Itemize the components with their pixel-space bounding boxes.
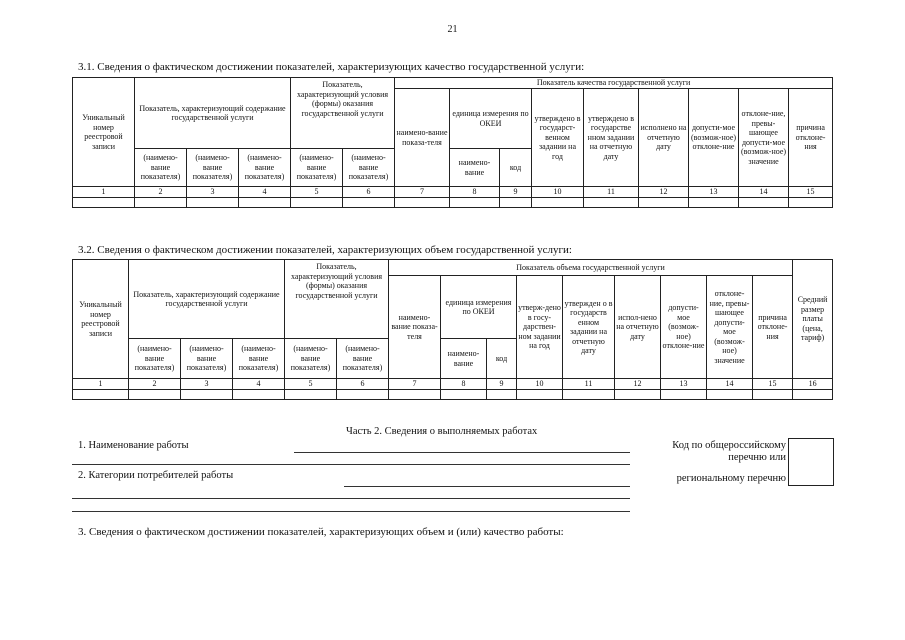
sub-header: (наимено-вание показателя) [187, 149, 239, 187]
avg-fee-header: Средний размер платы (цена, тариф) [793, 260, 833, 379]
col-number: 5 [285, 379, 337, 390]
sub-header: (наимено-вание показателя) [239, 149, 291, 187]
code-label-2: перечню или [728, 452, 786, 463]
col-number: 1 [73, 187, 135, 198]
col-number: 8 [441, 379, 487, 390]
executed-header: испол-нено на отчетную дату [615, 276, 661, 379]
unit-code-header: код [487, 339, 517, 379]
col-number: 8 [450, 187, 500, 198]
column-numbers-row [73, 379, 833, 390]
allowed-deviation-header: допусти-мое (возмож-ное) отклоне-ние [661, 276, 707, 379]
col-number: 4 [233, 379, 285, 390]
sub-header: (наимено-вание показателя) [233, 339, 285, 379]
sub-header: (наимено-вание показателя) [129, 339, 181, 379]
volume-indicator-header: Показатель объема государственной услуги [389, 260, 793, 276]
empty-data-row [73, 198, 833, 208]
indicator-name-header: наимено-вание показа-теля [395, 89, 450, 187]
col-number: 6 [343, 187, 395, 198]
unit-okei-header: единица измерения по ОКЕИ [441, 276, 517, 339]
page-number: 21 [447, 24, 458, 35]
approved-date-header: утверждено в государстве нном задании на отчетную дату [584, 89, 639, 187]
consumers-line-2[interactable] [72, 498, 630, 499]
col-number: 11 [584, 187, 639, 198]
consumers-line[interactable] [344, 486, 630, 487]
col-number: 9 [500, 187, 532, 198]
reason-header: причина отклоне-ния [789, 89, 833, 187]
approved-year-header: утверждено в государст-венном задании на год [532, 89, 584, 187]
col-number: 16 [793, 379, 833, 390]
section-3-1-title: 3.1. Сведения о фактическом достижении показателей, характеризующих качество государственной услуги: [78, 61, 585, 73]
exceed-deviation-header: отклоне-ние, превы-шающее допусти-мое (возмож-ное) значение [707, 276, 753, 379]
empty-data-row [73, 390, 833, 400]
sub-header: (наимено-вание показателя) [135, 149, 187, 187]
sub-header: (наимено-вание показателя) [343, 149, 395, 187]
col-number: 14 [739, 187, 789, 198]
col-number: 4 [239, 187, 291, 198]
exceed-deviation-header: отклоне-ние, превы-шающее допусти-мое (возмож-ное) значение [739, 89, 789, 187]
col-number: 7 [389, 379, 441, 390]
col-number: 7 [395, 187, 450, 198]
sub-header: (наимено-вание показателя) [285, 339, 337, 379]
code-label-3: региональному перечню [676, 473, 786, 484]
indicator-name-header: наимено-вание показа-теля [389, 276, 441, 379]
sub-header: (наимено-вание показателя) [291, 149, 343, 187]
approved-date-header: утвержден о в государств енном задании на отчетную дату [563, 276, 615, 379]
work-name-line-2[interactable] [72, 464, 630, 465]
quality-table [72, 77, 833, 208]
code-box[interactable] [788, 438, 834, 486]
sub-header: (наимено-вание показателя) [337, 339, 389, 379]
unit-code-header: код [500, 149, 532, 187]
col-number: 11 [563, 379, 615, 390]
code-label-1: Код по общероссийскому [672, 440, 786, 451]
consumers-line-3[interactable] [72, 511, 630, 512]
col-number: 13 [661, 379, 707, 390]
col-number: 2 [129, 379, 181, 390]
col-number: 1 [73, 379, 129, 390]
col-number: 15 [789, 187, 833, 198]
content-indicator-header: Показатель, характеризующий содержание государственной услуги [129, 260, 285, 339]
col-number: 6 [337, 379, 389, 390]
col-number: 10 [532, 187, 584, 198]
consumers-label: 2. Категории потребителей работы [78, 470, 234, 481]
col-number: 13 [689, 187, 739, 198]
quality-indicator-header: Показатель качества государственной услуги [395, 78, 833, 89]
executed-header: исполнено на отчетную дату [639, 89, 689, 187]
column-numbers-row [73, 187, 833, 198]
reason-header: причина отклоне-ния [753, 276, 793, 379]
sub-header: (наимено-вание показателя) [181, 339, 233, 379]
unique-number-header: Уникальный номер реестровой записи [73, 78, 135, 187]
col-number: 10 [517, 379, 563, 390]
col-number: 2 [135, 187, 187, 198]
col-number: 14 [707, 379, 753, 390]
unit-okei-header: единица измерения по ОКЕИ [450, 89, 532, 149]
col-number: 3 [187, 187, 239, 198]
approved-year-header: утверж-дено в госу-дарствен-ном задании на год [517, 276, 563, 379]
col-number: 3 [181, 379, 233, 390]
unit-name-header: наимено-вание [450, 149, 500, 187]
col-number: 12 [615, 379, 661, 390]
part-2-title: Часть 2. Сведения о выполняемых работах [346, 426, 538, 437]
col-number: 9 [487, 379, 517, 390]
volume-table [72, 259, 833, 400]
work-name-line[interactable] [294, 452, 630, 453]
allowed-deviation-header: допусти-мое (возмож-ное) отклоне-ние [689, 89, 739, 187]
work-name-label: 1. Наименование работы [78, 440, 189, 451]
section-3-title: 3. Сведения о фактическом достижении показателей, характеризующих объем и (или) качество работы: [78, 526, 564, 538]
col-number: 5 [291, 187, 343, 198]
conditions-indicator-header: Показатель, характеризующий условия (формы) оказания государственной услуги [285, 260, 389, 339]
conditions-indicator-header: Показатель, характеризующий условия (формы) оказания государственной услуги [291, 78, 395, 149]
content-indicator-header: Показатель, характеризующий содержание государственной услуги [135, 78, 291, 149]
unit-name-header: наимено-вание [441, 339, 487, 379]
col-number: 12 [639, 187, 689, 198]
unique-number-header: Уникальный номер реестровой записи [73, 260, 129, 379]
col-number: 15 [753, 379, 793, 390]
section-3-2-title: 3.2. Сведения о фактическом достижении показателей, характеризующих объем государственной услуги: [78, 244, 572, 256]
